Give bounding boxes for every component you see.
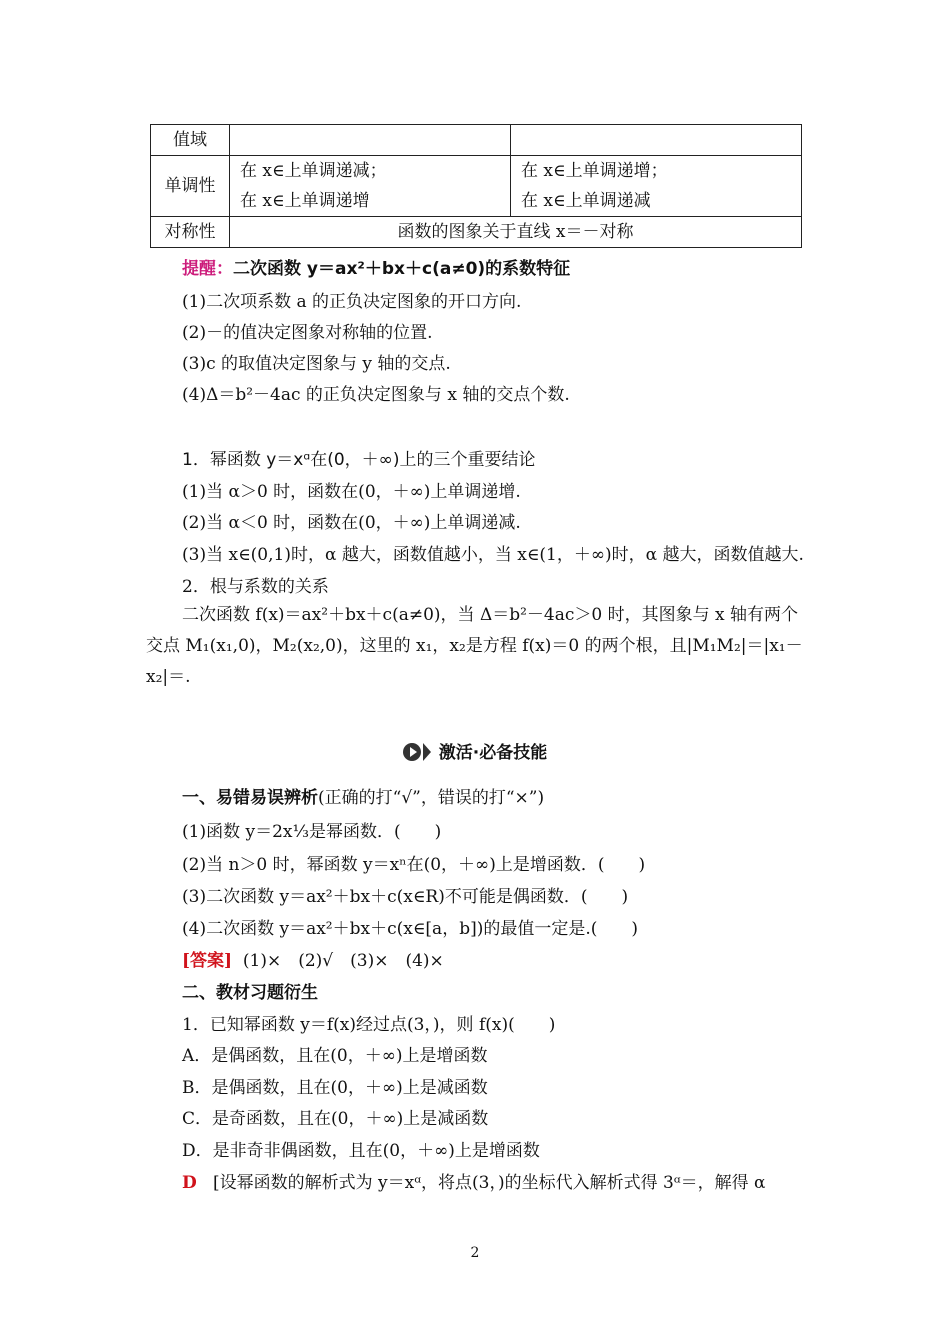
option-item: B．是偶函数，且在(0，＋∞)上是减函数 xyxy=(182,1078,488,1098)
answer-label: [答案] xyxy=(182,951,233,971)
mono-a2: 在 x∈上单调递增 xyxy=(240,191,370,211)
question-item: (2)当 n＞0 时，幂函数 y＝xⁿ在(0，＋∞)上是增函数．( ) xyxy=(182,855,646,875)
answer-text: (1)× (2)√ (3)× (4)× xyxy=(242,951,444,971)
hint-item: (3)c 的取值决定图象与 y 轴的交点. xyxy=(182,354,451,374)
sym-text: 函数的图象关于直线 x＝－对称 xyxy=(230,217,802,248)
mono-a1: 在 x∈上单调递减； xyxy=(240,161,387,181)
solution-line xyxy=(182,1168,765,1193)
part1-title: 一、易错易误辨析 xyxy=(182,788,318,808)
hint-label: 提醒： xyxy=(182,259,233,279)
question-item: (1)函数 y＝2x⅓是幂函数．( ) xyxy=(182,822,442,842)
conclusion-item: (3)当 x∈(0,1)时，α 越大，函数值越小，当 x∈(1，＋∞)时，α 越大，函数值越大. xyxy=(182,545,804,565)
range-cell-b xyxy=(511,125,802,156)
exercise-question: 1．已知幂函数 y＝f(x)经过点(3，)，则 f(x)( ) xyxy=(182,1015,556,1035)
range-label: 值域 xyxy=(151,125,230,156)
option-item: C．是奇函数，且在(0，＋∞)上是减函数 xyxy=(182,1109,489,1129)
range-cell-a xyxy=(230,125,511,156)
conclusion-item: (2)当 α＜0 时，函数在(0，＋∞)上单调递减. xyxy=(182,513,521,533)
option-item: D．是非奇非偶函数，且在(0，＋∞)上是增函数 xyxy=(182,1141,540,1161)
question-item: (4)二次函数 y＝ax²＋bx＋c(x∈[a，b])的最值一定是.( ) xyxy=(182,919,639,939)
solution-text: [设幂函数的解析式为 y＝xᵅ，将点(3，)的坐标代入解析式得 3ᵅ＝，解得 α xyxy=(212,1173,766,1193)
conclusion-title-1: 1．幂函数 y＝xᵅ在(0，＋∞)上的三个重要结论 xyxy=(182,450,536,470)
part1-heading xyxy=(182,783,544,808)
table-row xyxy=(151,156,802,217)
roots-paragraph: 二次函数 f(x)＝ax²＋bx＋c(a≠0)，当 Δ＝b²－4ac＞0 时，其图象与 x 轴有两个交点 M₁(x₁,0)，M₂(x₂,0)，这里的 x₁，x₂是方程 f(x)＝0 的两个根，且|M₁M₂|＝|x₁－x₂|＝. xyxy=(146,605,803,687)
mono-label: 单调性 xyxy=(151,156,230,217)
arrow-icon xyxy=(423,743,431,761)
hint-heading xyxy=(182,254,570,279)
answer-line xyxy=(182,946,444,971)
part1-title-note: (正确的打“√”，错误的打“×”) xyxy=(318,788,545,808)
sym-label: 对称性 xyxy=(151,217,230,248)
question-item: (3)二次函数 y＝ax²＋bx＋c(x∈R)不可能是偶函数．( ) xyxy=(182,887,629,907)
section-title-text: 激活·必备技能 xyxy=(438,743,548,763)
part2-title: 二、教材习题衍生 xyxy=(182,983,318,1003)
conclusion-title-2: 2．根与系数的关系 xyxy=(182,577,329,597)
hint-title: 二次函数 y＝ax²＋bx＋c(a≠0)的系数特征 xyxy=(233,259,571,279)
table-row xyxy=(151,217,802,248)
mono-b2: 在 x∈上单调递减 xyxy=(521,191,651,211)
mono-cell-a xyxy=(230,156,511,217)
conclusion-item: (1)当 α＞0 时，函数在(0，＋∞)上单调递增. xyxy=(182,482,521,502)
play-icon xyxy=(403,743,421,761)
hint-item: (1)二次项系数 a 的正负决定图象的开口方向. xyxy=(182,292,522,312)
hint-item: (4)Δ＝b²－4ac 的正负决定图象与 x 轴的交点个数. xyxy=(182,385,570,405)
option-item: A．是偶函数，且在(0，＋∞)上是增函数 xyxy=(182,1046,488,1066)
page-number: 2 xyxy=(470,1245,480,1261)
table-row xyxy=(151,125,802,156)
mono-b1: 在 x∈上单调递增； xyxy=(521,161,668,181)
hint-item: (2)－的值决定图象对称轴的位置. xyxy=(182,323,433,343)
solution-letter: D xyxy=(182,1173,197,1193)
section-title xyxy=(0,738,950,763)
properties-table xyxy=(150,124,802,248)
mono-cell-b xyxy=(511,156,802,217)
